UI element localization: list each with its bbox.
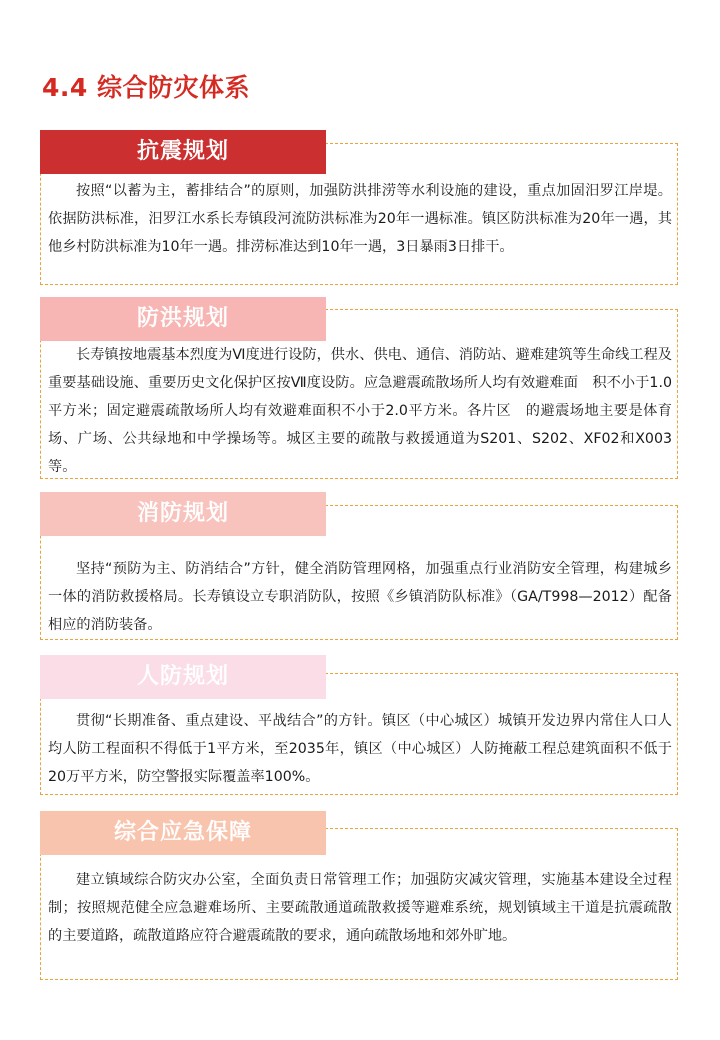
section-header-civil-defense (40, 655, 326, 699)
section-body: 坚持“预防为主、防消结合”方针，健全消防管理网格，加强重点行业消防安全管理，构建城乡一体的消防救援格局。长寿镇设立专职消防队，按照《乡镇消防队标准》（GA/T998—2012）配备相应的消防装备。 (48, 561, 672, 633)
section-title: 综合应急保障 (113, 820, 252, 845)
section-body: 按照“以蓄为主，蓄排结合”的原则，加强防洪排涝等水利设施的建设，重点加固汨罗江岸堤。依据防洪标准，汨罗江水系长寿镇段河流防洪标准为20年一遇标准。镇区防洪标准为20年一遇，其他乡村防洪标准为10年一遇。排涝标准达到10年一遇，3日暴雨3日排干。 (48, 183, 672, 255)
section-body: 建立镇域综合防灾办公室，全面负责日常管理工作；加强防灾减灾管理，实施基本建设全过程制；按照规范健全应急避难场所、主要疏散通道疏散救援等避难系统，规划镇域主干道是抗震疏散的主要道路，疏散道路应符合避震疏散的要求，通向疏散场地和郊外旷地。 (48, 872, 672, 944)
section-title: 防洪规划 (136, 306, 229, 331)
section-header-flood (40, 297, 326, 341)
page-title: 4.4 综合防灾体系 (42, 73, 250, 102)
section-header-earthquake (40, 130, 326, 174)
section-title: 抗震规划 (136, 139, 229, 164)
section-header-fire (40, 492, 326, 536)
section-title: 人防规划 (136, 664, 229, 689)
section-header-emergency (40, 811, 326, 855)
section-title: 消防规划 (136, 501, 229, 526)
section-body: 长寿镇按地震基本烈度为Ⅵ度进行设防，供水、供电、通信、消防站、避难建筑等生命线工程及重要基础设施、重要历史文化保护区按Ⅶ度设防。应急避震疏散场所人均有效避难面 积不小于1.0平方米；固定避震疏散场所人均有效避难面积不小于2.0平方米。各片区 的避震场地主要是体育场、广场、公共绿地和中学操场等。城区主要的疏散与救援通道为S201、S202、XF02和X003等。 (48, 347, 672, 475)
section-body: 贯彻“长期准备、重点建设、平战结合”的方针。镇区（中心城区）城镇开发边界内常住人口人均人防工程面积不得低于1平方米，至2035年，镇区（中心城区）人防掩蔽工程总建筑面积不低于20万平方米，防空警报实际覆盖率100%。 (48, 713, 672, 785)
